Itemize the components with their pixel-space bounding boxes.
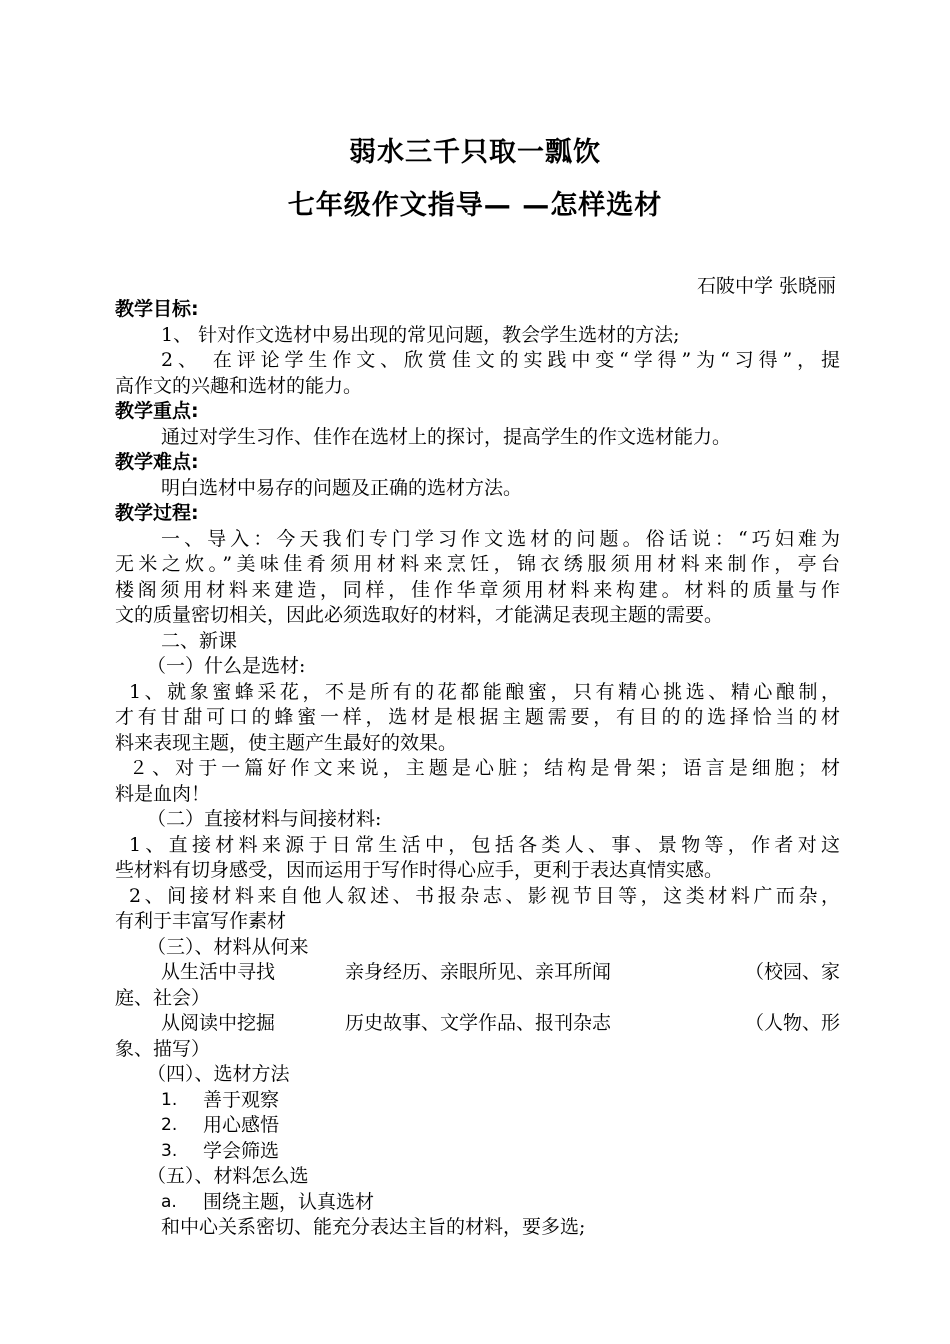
objective-2-line-2: 高作文的兴趣和选材的能力。 bbox=[115, 374, 363, 397]
difficulty-heading: 教学难点: bbox=[115, 451, 199, 473]
section-2-heading: （二）直接材料与间接材料: bbox=[147, 808, 382, 830]
section-4-heading: （四）、选材方法 bbox=[147, 1063, 290, 1085]
section-3-row-1 bbox=[115, 960, 840, 986]
list-number: 3. bbox=[161, 1140, 178, 1161]
list-item bbox=[115, 1139, 840, 1165]
list-text: 学会筛选 bbox=[203, 1139, 280, 1162]
section-1-heading: （一）什么是选材: bbox=[147, 655, 306, 677]
list-text: 围绕主题，认真选材 bbox=[203, 1190, 375, 1213]
focus-heading: 教学重点: bbox=[115, 400, 199, 422]
section-2-paragraph-2-line-1: 2、间接材料来自他人叙述、书报杂志、影视节目等，这类材料广而杂， bbox=[129, 884, 840, 907]
author-line: 石陂中学 张晓丽 bbox=[696, 275, 836, 297]
section-3-row-2-continued: 象、描写） bbox=[115, 1037, 211, 1060]
source-detail: 历史故事、文学作品、报刊杂志 bbox=[345, 1012, 612, 1034]
section-1-paragraph-2-line-1: ２、对于一篇好作文来说，主题是心脏；结构是骨架；语言是细胞；材 bbox=[129, 757, 840, 779]
intro-line-3: 楼阁须用材料来建造，同样，佳作华章须用材料来构建。材料的质量与作 bbox=[115, 578, 840, 601]
section-3-row-2 bbox=[115, 1011, 840, 1037]
list-number: a. bbox=[161, 1191, 177, 1212]
list-item bbox=[115, 1113, 840, 1139]
section-2-paragraph-2-line-2: 有利于丰富写作素材 bbox=[115, 910, 287, 932]
section-5-detail: 和中心关系密切、能充分表达主旨的材料，要多选; bbox=[161, 1216, 586, 1238]
objective-2-line-1: 2、 在评论学生作文、欣赏佳文的实践中变“学得”为“习得”，提 bbox=[161, 349, 840, 371]
source-detail: 亲身经历、亲眼所见、亲耳所闻 bbox=[345, 961, 612, 983]
difficulty-text: 明白选材中易存的问题及正确的选材方法。 bbox=[161, 476, 523, 499]
section-1-paragraph-1-line-2: 才有甘甜可口的蜂蜜一样，选材是根据主题需要，有目的的选择恰当的材 bbox=[115, 706, 840, 728]
section-2-paragraph-1-line-2: 些材料有切身感受，因而运用于写作时得心应手，更利于表达真情实感。 bbox=[115, 859, 724, 881]
page-title: 弱水三千只取一瓢饮 bbox=[349, 137, 601, 168]
objective-1: 1、 针对作文选材中易出现的常见问题，教会学生选材的方法; bbox=[161, 323, 680, 346]
section-1-paragraph-1-line-1: 1、就象蜜蜂采花，不是所有的花都能酿蜜，只有精心挑选、精心酿制， bbox=[129, 680, 840, 703]
page-subtitle: 七年级作文指导— —怎样选材 bbox=[287, 190, 663, 221]
focus-text: 通过对学生习作、佳作在选材上的探讨，提高学生的作文选材能力。 bbox=[161, 425, 732, 448]
list-text: 善于观察 bbox=[203, 1088, 280, 1111]
intro-line-1: 一、导入：今天我们专门学习作文选材的问题。俗话说：“巧妇难为 bbox=[161, 527, 840, 550]
list-number: 1. bbox=[161, 1089, 178, 1110]
process-heading: 教学过程: bbox=[115, 502, 199, 524]
intro-line-2: 无米之炊。”美味佳肴须用材料来烹饪，锦衣绣服须用材料来制作，亭台 bbox=[115, 553, 840, 575]
intro-line-4: 文的质量密切相关，因此必须选取好的材料，才能满足表现主题的需要。 bbox=[115, 604, 724, 626]
list-item bbox=[115, 1088, 840, 1114]
source-scope: （校园、家 bbox=[744, 961, 840, 983]
objectives-heading: 教学目标: bbox=[115, 298, 199, 320]
section-1-paragraph-1-line-3: 料来表现主题，使主题产生最好的效果。 bbox=[115, 731, 458, 754]
new-lesson-heading: 二、新课 bbox=[161, 629, 238, 652]
source-scope: （人物、形 bbox=[744, 1012, 840, 1034]
section-3-heading: （三）、材料从何来 bbox=[147, 935, 309, 958]
section-1-paragraph-2-line-2: 料是血肉！ bbox=[115, 782, 211, 805]
list-text: 用心感悟 bbox=[203, 1114, 280, 1136]
section-3-row-1-continued: 庭、社会） bbox=[115, 986, 211, 1009]
list-item bbox=[115, 1190, 840, 1216]
section-2-paragraph-1-line-1: 1、直接材料来源于日常生活中，包括各类人、事、景物等，作者对这 bbox=[129, 833, 840, 856]
list-number: 2. bbox=[161, 1115, 178, 1135]
section-5-heading: （五）、材料怎么选 bbox=[147, 1165, 309, 1187]
source-label: 从生活中寻找 bbox=[161, 961, 276, 983]
source-label: 从阅读中挖掘 bbox=[161, 1012, 276, 1034]
document-body bbox=[115, 297, 840, 1241]
